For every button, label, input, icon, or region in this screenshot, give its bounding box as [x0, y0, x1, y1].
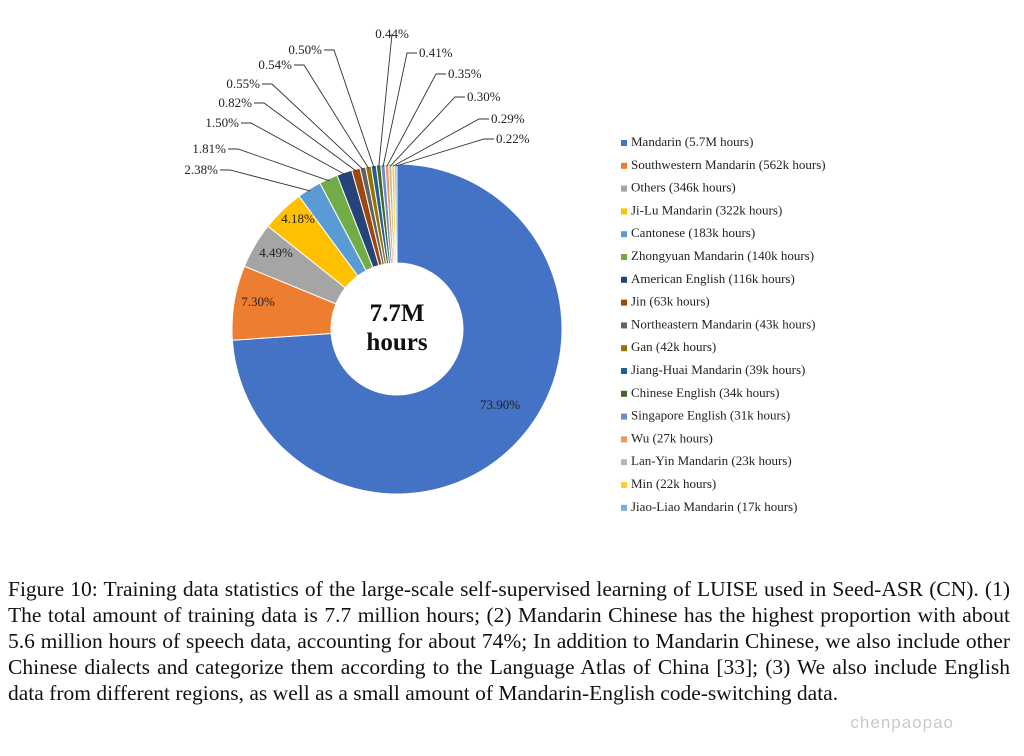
- slice-label-3: 4.18%: [281, 211, 315, 226]
- leader-line-5: [228, 149, 329, 181]
- legend-label-16: Jiao-Liao Mandarin (17k hours): [631, 498, 798, 514]
- leader-line-7: [254, 103, 356, 171]
- slice-label-12: 0.41%: [419, 45, 453, 60]
- legend-swatch-10: [621, 368, 627, 374]
- legend-label-0: Mandarin (5.7M hours): [631, 134, 754, 149]
- legend-swatch-6: [621, 277, 627, 283]
- legend-label-5: Zhongyuan Mandarin (140k hours): [631, 248, 815, 263]
- leader-line-16: [396, 139, 494, 166]
- leader-line-15: [393, 119, 489, 166]
- legend-swatch-12: [621, 414, 627, 420]
- slice-label-7: 0.82%: [218, 95, 252, 110]
- legend-swatch-4: [621, 231, 627, 237]
- legend-swatch-15: [621, 482, 627, 488]
- legend-swatch-11: [621, 391, 627, 397]
- legend-swatch-9: [621, 345, 627, 351]
- legend-label-8: Northeastern Mandarin (43k hours): [631, 316, 816, 332]
- legend-label-14: Lan-Yin Mandarin (23k hours): [631, 453, 792, 469]
- legend-label-1: Southwestern Mandarin (562k hours): [631, 156, 826, 172]
- legend-label-2: Others (346k hours): [631, 179, 736, 195]
- legend-label-9: Gan (42k hours): [631, 339, 717, 355]
- slice-label-4: 2.38%: [184, 162, 218, 177]
- slice-label-8: 0.55%: [226, 76, 260, 91]
- legend-label-3: Ji-Lu Mandarin (322k hours): [631, 202, 783, 218]
- slice-label-14: 0.30%: [467, 89, 501, 104]
- legend-label-11: Chinese English (34k hours): [631, 384, 780, 400]
- leader-line-13: [387, 74, 446, 166]
- legend-swatch-1: [621, 163, 627, 169]
- watermark: chenpaopao: [850, 713, 954, 732]
- slice-label-13: 0.35%: [448, 66, 482, 81]
- slice-label-16: 0.22%: [496, 131, 530, 146]
- slice-label-15: 0.29%: [491, 111, 525, 126]
- center-label-line1: 7.7M: [369, 300, 425, 327]
- slice-label-11: 0.44%: [375, 26, 409, 41]
- legend-swatch-8: [621, 322, 627, 328]
- legend-swatch-14: [621, 459, 627, 465]
- legend-label-7: Jin (63k hours): [631, 293, 710, 309]
- legend-swatch-13: [621, 436, 627, 442]
- legend-swatch-5: [621, 254, 627, 260]
- leader-line-4: [220, 170, 310, 191]
- legend-swatch-0: [621, 140, 627, 146]
- slice-label-6: 1.50%: [205, 115, 239, 130]
- legend-label-6: American English (116k hours): [631, 270, 795, 286]
- chart-legend: [621, 134, 826, 514]
- legend-label-10: Jiang-Huai Mandarin (39k hours): [631, 362, 806, 377]
- center-label-line2: hours: [366, 329, 428, 356]
- slice-label-10: 0.50%: [288, 42, 322, 57]
- legend-swatch-2: [621, 186, 627, 192]
- legend-label-12: Singapore English (31k hours): [631, 407, 791, 423]
- leader-line-11: [379, 34, 392, 167]
- slice-label-2: 4.49%: [259, 245, 293, 260]
- slice-label-9: 0.54%: [258, 57, 292, 72]
- leader-line-14: [390, 97, 465, 166]
- slice-label-0: 73.90%: [479, 397, 521, 412]
- legend-swatch-16: [621, 505, 627, 511]
- legend-swatch-3: [621, 208, 627, 214]
- slice-label-1: 7.30%: [241, 294, 275, 309]
- legend-label-4: Cantonese (183k hours): [631, 225, 756, 241]
- legend-label-13: Wu (27k hours): [631, 430, 713, 446]
- legend-swatch-7: [621, 300, 627, 306]
- legend-label-15: Min (22k hours): [631, 476, 717, 491]
- slice-label-5: 1.81%: [192, 141, 226, 156]
- figure-caption: Figure 10: Training data statistics of the large-scale self-supervised learning of LUISE used in Seed-ASR (CN). (1) The total amount of training data is 7.7 million hours; (2) Mandarin Chinese has the highest proportion with about 5.6 million hours of speech data, accounting for about 74%; In addition to Mandarin Chinese, we also include other Chinese dialects and categorize them according to the Language Atlas of China [33]; (3) We also include English data from different regions, as well as a small amount of Mandarin-English code-switching data.: [8, 577, 1010, 705]
- leader-line-6: [241, 123, 345, 175]
